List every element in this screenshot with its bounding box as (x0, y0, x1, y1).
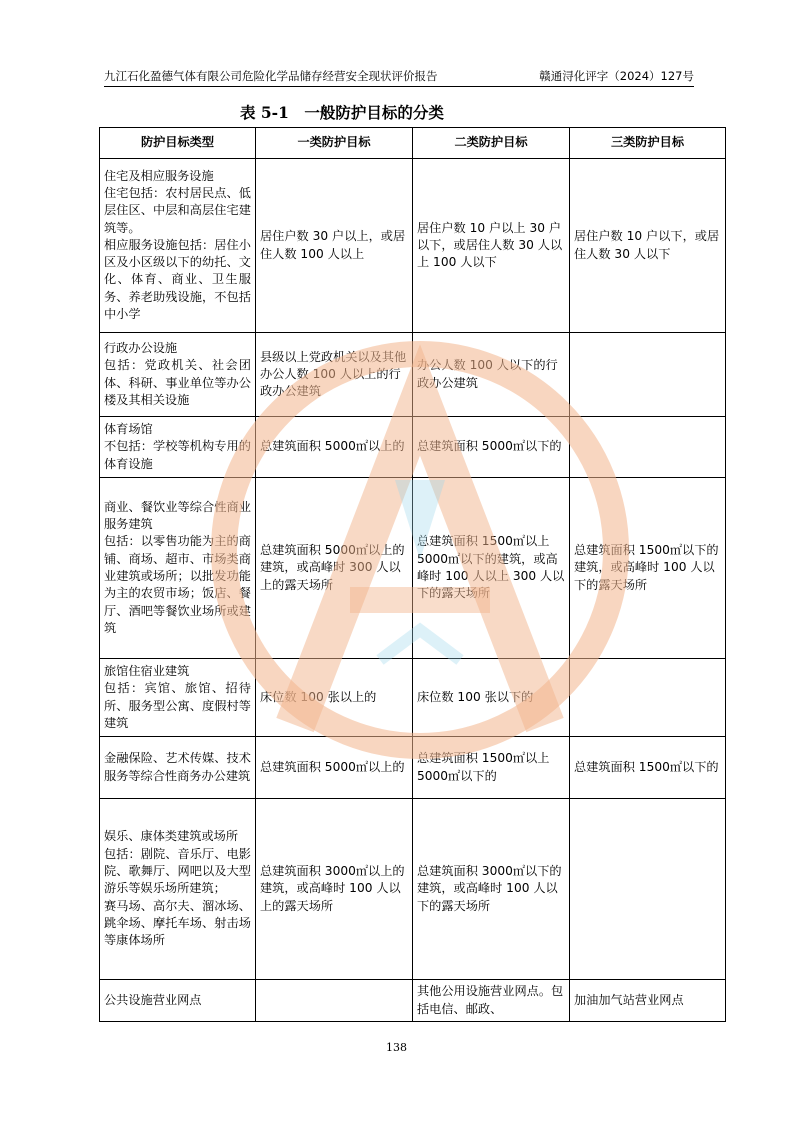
column-header: 三类防护目标 (570, 128, 726, 159)
class2-cell: 居住户数 10 户以上 30 户以下，或居住人数 30 人以上 100 人以下 (413, 159, 570, 333)
class1-cell (256, 980, 413, 1022)
class3-cell (570, 333, 726, 417)
target-type-cell: 行政办公设施 包括：党政机关、社会团体、科研、事业单位等办公楼及其相关设施 (100, 333, 256, 417)
table-row (100, 980, 726, 1022)
table-row (100, 737, 726, 799)
class3-cell: 总建筑面积 1500㎡以下的 (570, 737, 726, 799)
class2-cell: 床位数 100 张以下的 (413, 659, 570, 737)
table-row (100, 659, 726, 737)
target-type-cell: 商业、餐饮业等综合性商业服务建筑 包括：以零售功能为主的商铺、商场、超市、市场类商业建筑或场所；以批发功能为主的农贸市场；饭店、餐厅、酒吧等餐饮业场所或建筑 (100, 478, 256, 659)
class2-cell: 总建筑面积 3000㎡以下的建筑，或高峰时 100 人以下的露天场所 (413, 799, 570, 980)
class3-cell: 总建筑面积 1500㎡以下的建筑，或高峰时 100 人以下的露天场所 (570, 478, 726, 659)
class1-cell: 居住户数 30 户以上，或居住人数 100 人以上 (256, 159, 413, 333)
target-type-cell: 住宅及相应服务设施 住宅包括：农村居民点、低层住区、中层和高层住宅建筑等。 相应服务设施包括：居住小区及小区级以下的幼托、文化、体育、商业、卫生服务、养老助残设施，不包括中小学 (100, 159, 256, 333)
column-header: 一类防护目标 (256, 128, 413, 159)
table-row (100, 333, 726, 417)
class1-cell: 总建筑面积 5000㎡以上的建筑，或高峰时 300 人以上的露天场所 (256, 478, 413, 659)
class3-cell (570, 417, 726, 478)
class1-cell: 总建筑面积 5000㎡以上的 (256, 417, 413, 478)
target-type-cell: 娱乐、康体类建筑或场所 包括：剧院、音乐厅、电影院、歌舞厅、网吧以及大型游乐等娱乐场所建筑； 赛马场、高尔夫、溜冰场、跳伞场、摩托车场、射击场等康体场所 (100, 799, 256, 980)
header-divider (104, 86, 694, 87)
class2-cell: 总建筑面积 5000㎡以下的 (413, 417, 570, 478)
table-row (100, 159, 726, 333)
report-number: 赣通浔化评字（2024）127号 (539, 69, 694, 83)
table-title: 表 5-1 一般防护目标的分类 (240, 103, 444, 122)
table-row (100, 799, 726, 980)
class2-cell: 总建筑面积 1500㎡以上 5000㎡以下的 (413, 737, 570, 799)
target-type-cell: 体育场馆 不包括：学校等机构专用的体育设施 (100, 417, 256, 478)
class3-cell (570, 659, 726, 737)
class1-cell: 总建筑面积 5000㎡以上的 (256, 737, 413, 799)
page-number: 138 (386, 1041, 407, 1054)
target-type-cell: 公共设施营业网点 (100, 980, 256, 1022)
class2-cell: 其他公用设施营业网点。包括电信、邮政、 (413, 980, 570, 1022)
class1-cell: 总建筑面积 3000㎡以上的建筑，或高峰时 100 人以上的露天场所 (256, 799, 413, 980)
column-header: 防护目标类型 (100, 128, 256, 159)
class3-cell (570, 799, 726, 980)
class3-cell: 居住户数 10 户以下，或居住人数 30 人以下 (570, 159, 726, 333)
table-row (100, 478, 726, 659)
class1-cell: 床位数 100 张以上的 (256, 659, 413, 737)
target-type-cell: 金融保险、艺术传媒、技术服务等综合性商务办公建筑 (100, 737, 256, 799)
class3-cell: 加油加气站营业网点 (570, 980, 726, 1022)
class2-cell: 总建筑面积 1500㎡以上 5000㎡以下的建筑，或高峰时 100 人以上 300 人以下的露天场所 (413, 478, 570, 659)
class2-cell: 办公人数 100 人以下的行政办公建筑 (413, 333, 570, 417)
protection-target-table (99, 127, 726, 1022)
target-type-cell: 旅馆住宿业建筑 包括：宾馆、旅馆、招待所、服务型公寓、度假村等建筑 (100, 659, 256, 737)
class1-cell: 县级以上党政机关以及其他办公人数 100 人以上的行政办公建筑 (256, 333, 413, 417)
column-header: 二类防护目标 (413, 128, 570, 159)
table-header-row (100, 128, 726, 159)
report-title: 九江石化盈德气体有限公司危险化学品储存经营安全现状评价报告 (104, 69, 438, 83)
table-row (100, 417, 726, 478)
